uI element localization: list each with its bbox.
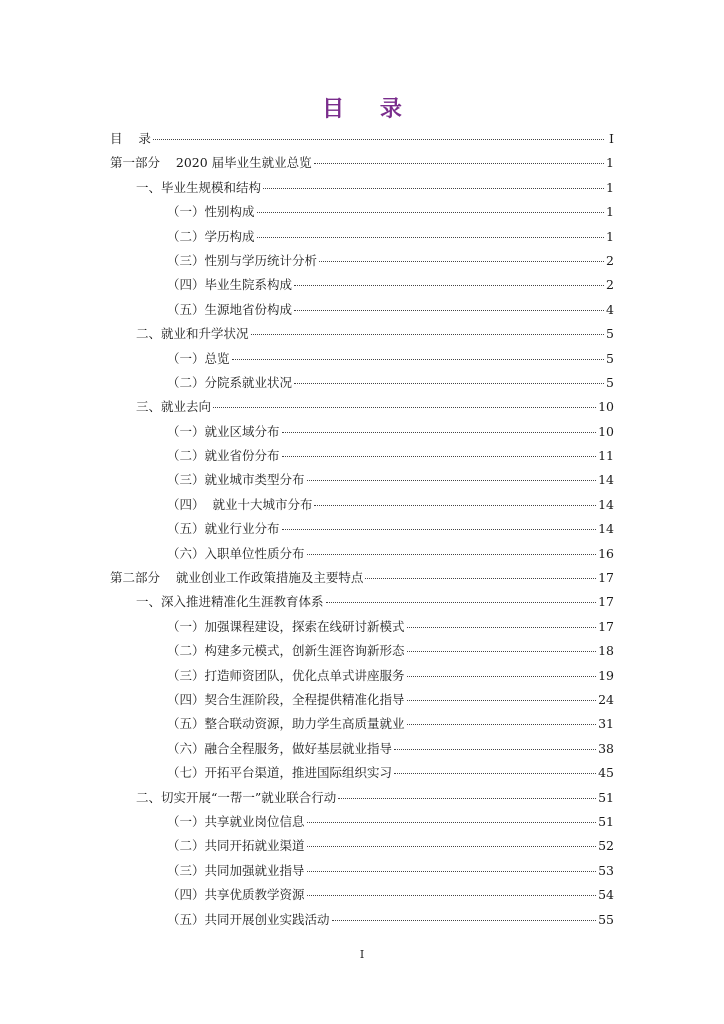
toc-entry-page-number: 14 xyxy=(598,521,614,537)
toc-entry[interactable] xyxy=(110,861,614,885)
toc-entry-page-number: 55 xyxy=(598,911,614,927)
toc-entry[interactable] xyxy=(110,812,614,836)
toc-leader-dots xyxy=(294,285,604,286)
toc-entry[interactable] xyxy=(110,714,614,738)
toc-entry-page-number: 16 xyxy=(598,545,614,561)
toc-entry-title: 一、毕业生规模和结构 xyxy=(136,179,262,195)
toc-leader-dots xyxy=(332,920,597,921)
toc-entry-page-number: 4 xyxy=(606,301,614,317)
toc-entry[interactable] xyxy=(110,300,614,324)
toc-entry[interactable] xyxy=(110,592,614,616)
toc-leader-dots xyxy=(232,359,604,360)
toc-entry-page-number: 5 xyxy=(606,350,614,366)
toc-entry-title: 目 录 xyxy=(110,131,151,146)
toc-entry-page-number: 51 xyxy=(598,813,614,829)
toc-entry[interactable] xyxy=(110,129,614,153)
toc-leader-dots xyxy=(394,749,596,750)
toc-entry-title: （一）共享就业岗位信息 xyxy=(167,813,305,829)
toc-entry[interactable] xyxy=(110,690,614,714)
toc-entry-title: （三）共同加强就业指导 xyxy=(167,862,305,878)
toc-entry[interactable] xyxy=(110,178,614,202)
toc-entry[interactable] xyxy=(110,641,614,665)
toc-entry-page-number: 2 xyxy=(606,252,614,268)
toc-entry[interactable] xyxy=(110,349,614,373)
toc-entry-title: （一）就业区域分布 xyxy=(167,423,280,439)
toc-entry-title: （二）就业省份分布 xyxy=(167,448,280,464)
toc-leader-dots xyxy=(365,578,596,579)
toc-leader-dots xyxy=(307,480,597,481)
toc-entry-title: 二、就业和升学状况 xyxy=(136,326,249,342)
toc-entry-page-number: 14 xyxy=(598,496,614,512)
toc-leader-dots xyxy=(294,383,604,384)
toc-entry-title: （三）性别与学历统计分析 xyxy=(167,252,318,268)
toc-leader-dots xyxy=(257,212,604,213)
toc-entry-title: （一）总览 xyxy=(167,350,230,366)
toc-entry[interactable] xyxy=(110,495,614,519)
toc-entry[interactable] xyxy=(110,885,614,909)
toc-entry-page-number: 17 xyxy=(598,570,614,586)
toc-leader-dots xyxy=(307,822,597,823)
toc-entry-title: （四）契合生涯阶段，全程提供精准化指导 xyxy=(167,691,405,707)
toc-leader-dots xyxy=(407,676,597,677)
toc-leader-dots xyxy=(407,651,597,652)
toc-entry-page-number: 38 xyxy=(598,740,614,756)
toc-leader-dots xyxy=(307,846,597,847)
toc-entry-page-number: 11 xyxy=(598,448,614,464)
toc-entry-title: （四）毕业生院系构成 xyxy=(167,277,293,293)
page-title: 目 录 xyxy=(322,97,416,122)
toc-leader-dots xyxy=(407,700,597,701)
toc-entry-page-number: 5 xyxy=(606,374,614,390)
toc-entry-title: （三）就业城市类型分布 xyxy=(167,472,305,488)
toc-entry-title: 二、切实开展“一帮一”就业联合行动 xyxy=(136,789,337,805)
toc-entry[interactable] xyxy=(110,422,614,446)
toc-entry[interactable] xyxy=(110,788,614,812)
toc-entry[interactable] xyxy=(110,666,614,690)
toc-entry-title: （一）加强课程建设，探索在线研讨新模式 xyxy=(167,618,405,634)
toc-entry[interactable] xyxy=(110,373,614,397)
toc-entry-page-number: 1 xyxy=(606,228,614,244)
toc-entry[interactable] xyxy=(110,202,614,226)
toc-entry-page-number: 52 xyxy=(598,838,614,854)
toc-entry-page-number: 10 xyxy=(598,399,614,415)
toc-leader-dots xyxy=(257,237,604,238)
toc-entry-page-number: I xyxy=(609,131,614,146)
toc-leader-dots xyxy=(263,188,604,189)
toc-entry[interactable] xyxy=(110,763,614,787)
toc-entry-page-number: 1 xyxy=(606,179,614,195)
toc-entry[interactable] xyxy=(110,324,614,348)
toc-leader-dots xyxy=(407,724,597,725)
toc-entry-page-number: 53 xyxy=(598,862,614,878)
toc-entry[interactable] xyxy=(110,568,614,592)
toc-entry-title: （四） 就业十大城市分布 xyxy=(167,496,313,512)
toc-entry[interactable] xyxy=(110,910,614,934)
toc-entry-title: （七）开拓平台渠道，推进国际组织实习 xyxy=(167,765,393,781)
toc-leader-dots xyxy=(294,310,604,311)
toc-entry-page-number: 24 xyxy=(598,691,614,707)
toc-entry-page-number: 1 xyxy=(606,204,614,220)
toc-leader-dots xyxy=(307,895,597,896)
toc-entry[interactable] xyxy=(110,519,614,543)
toc-entry[interactable] xyxy=(110,227,614,251)
toc-leader-dots xyxy=(213,407,596,408)
toc-entry[interactable] xyxy=(110,397,614,421)
toc-leader-dots xyxy=(307,871,597,872)
toc-entry-title: （五）整合联动资源，助力学生高质量就业 xyxy=(167,716,405,732)
toc-entry[interactable] xyxy=(110,836,614,860)
toc-entry-title: （四）共享优质教学资源 xyxy=(167,887,305,903)
toc-entry-title: （二）共同开拓就业渠道 xyxy=(167,838,305,854)
toc-entry-title: （五）生源地省份构成 xyxy=(167,301,293,317)
toc-entry[interactable] xyxy=(110,544,614,568)
toc-entry-page-number: 2 xyxy=(606,277,614,293)
toc-entry-page-number: 1 xyxy=(606,155,614,171)
toc-entry[interactable] xyxy=(110,251,614,275)
toc-leader-dots xyxy=(153,139,604,140)
toc-leader-dots xyxy=(282,456,597,457)
toc-entry-title: （六）入职单位性质分布 xyxy=(167,545,305,561)
toc-entry-page-number: 5 xyxy=(606,326,614,342)
toc-entry[interactable] xyxy=(110,153,614,177)
toc-entry-title: 第一部分 2020 届毕业生就业总览 xyxy=(110,155,312,171)
toc-entry[interactable] xyxy=(110,617,614,641)
toc-entry-page-number: 19 xyxy=(598,667,614,683)
toc-leader-dots xyxy=(282,529,597,530)
toc-leader-dots xyxy=(314,505,596,506)
toc-leader-dots xyxy=(407,627,597,628)
toc-leader-dots xyxy=(319,261,604,262)
toc-entry-page-number: 10 xyxy=(598,423,614,439)
toc-leader-dots xyxy=(314,163,604,164)
toc-entry-page-number: 45 xyxy=(598,765,614,781)
toc-entry[interactable] xyxy=(110,275,614,299)
table-of-contents xyxy=(110,129,614,934)
page-number-footer: I xyxy=(359,948,365,961)
toc-entry-title: 一、深入推进精准化生涯教育体系 xyxy=(136,594,324,610)
toc-entry-page-number: 54 xyxy=(598,887,614,903)
toc-entry-title: （五）共同开展创业实践活动 xyxy=(167,911,330,927)
toc-entry[interactable] xyxy=(110,446,614,470)
toc-entry-title: 第二部分 就业创业工作政策措施及主要特点 xyxy=(110,570,364,586)
toc-entry-page-number: 18 xyxy=(598,643,614,659)
toc-entry-title: （二）构建多元模式，创新生涯咨询新形态 xyxy=(167,643,405,659)
toc-entry-title: （二）分院系就业状况 xyxy=(167,374,293,390)
toc-leader-dots xyxy=(394,773,596,774)
toc-entry-page-number: 51 xyxy=(598,789,614,805)
toc-leader-dots xyxy=(251,334,604,335)
toc-entry-title: （三）打造师资团队，优化点单式讲座服务 xyxy=(167,667,405,683)
toc-entry-title: 三、就业去向 xyxy=(136,399,212,415)
toc-leader-dots xyxy=(282,432,597,433)
toc-leader-dots xyxy=(326,602,597,603)
toc-entry-title: （一）性别构成 xyxy=(167,204,255,220)
toc-entry-title: （五）就业行业分布 xyxy=(167,521,280,537)
toc-leader-dots xyxy=(338,798,596,799)
toc-entry-title: （六）融合全程服务，做好基层就业指导 xyxy=(167,740,393,756)
toc-entry-title: （二）学历构成 xyxy=(167,228,255,244)
toc-entry[interactable] xyxy=(110,739,614,763)
toc-entry[interactable] xyxy=(110,470,614,494)
toc-entry-page-number: 14 xyxy=(598,472,614,488)
toc-entry-page-number: 17 xyxy=(598,618,614,634)
toc-entry-page-number: 31 xyxy=(598,716,614,732)
toc-entry-page-number: 17 xyxy=(598,594,614,610)
toc-leader-dots xyxy=(307,554,597,555)
